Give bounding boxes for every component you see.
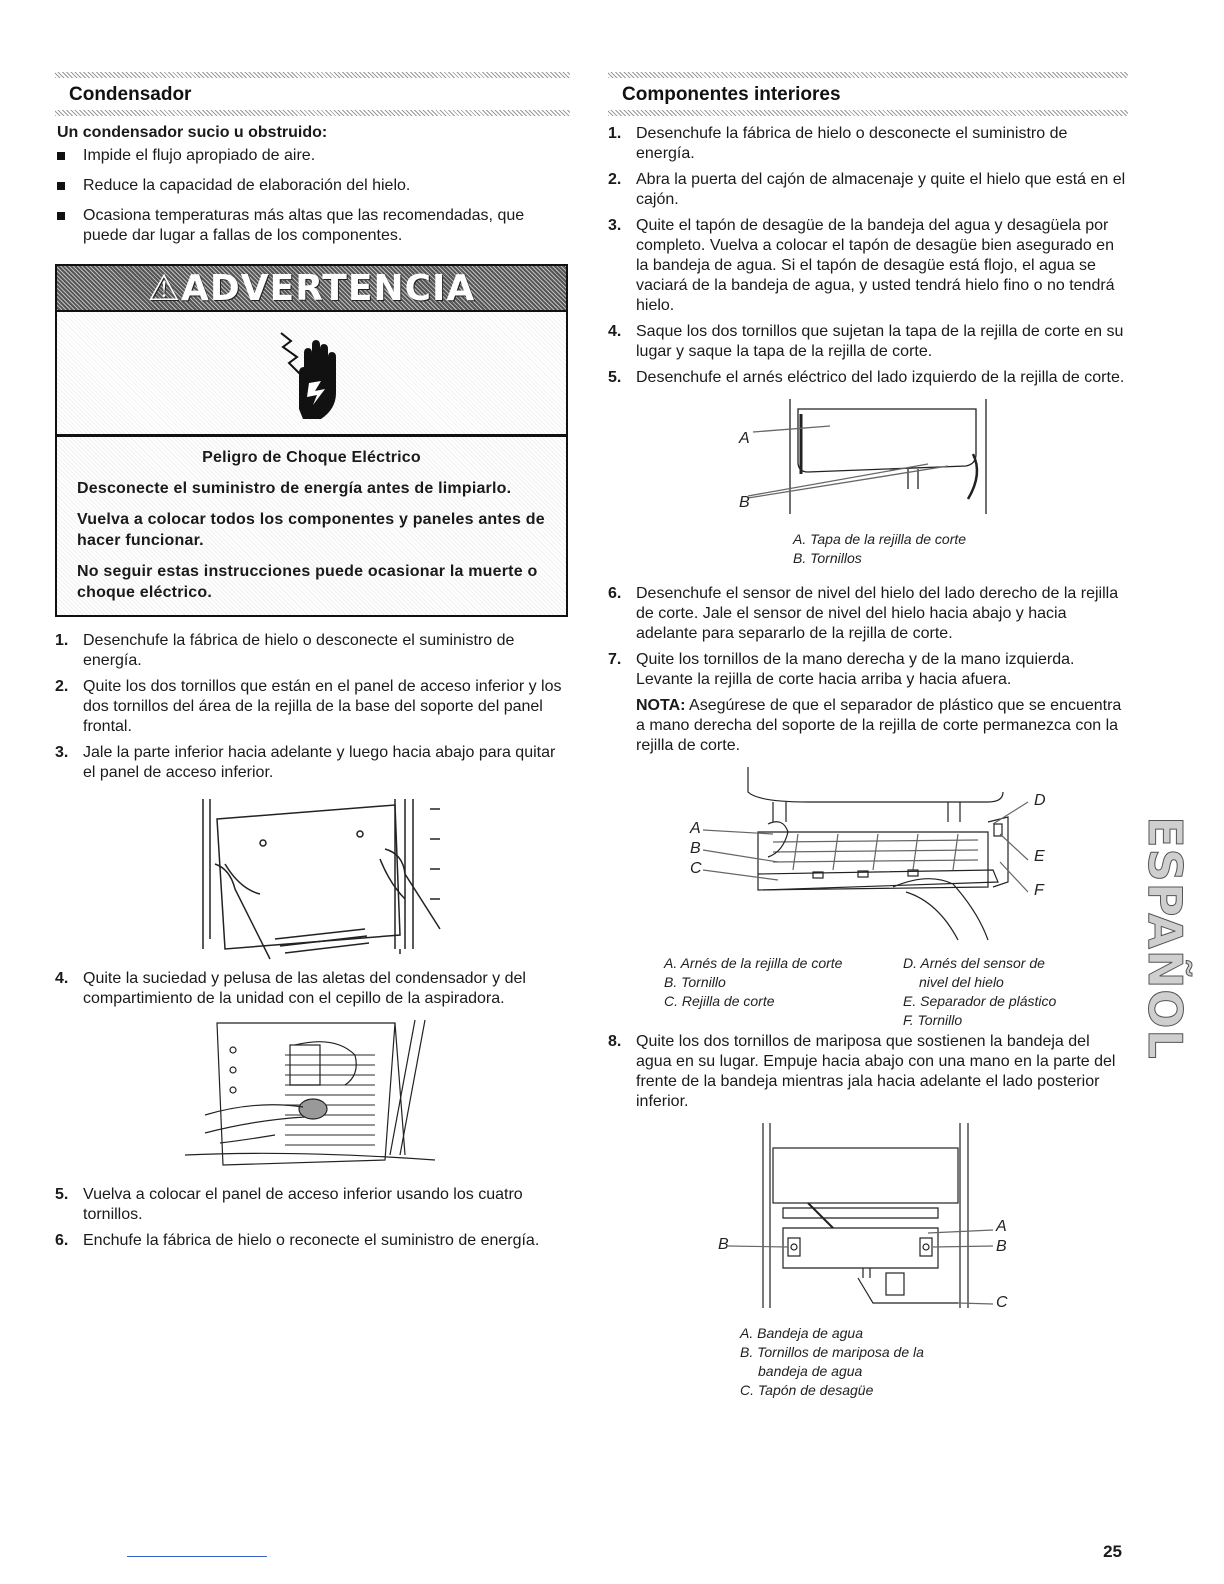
steps-list	[608, 1032, 1128, 1112]
callout-label-b: B	[690, 840, 701, 857]
figure-cutter-grid-cover	[608, 394, 1128, 584]
callout-label-b-right: B	[996, 1238, 1007, 1255]
callout-label-b: B	[739, 494, 750, 511]
callout-label-a: A	[690, 820, 701, 837]
step: 8. Quite los dos tornillos de mariposa que sostienen la bandeja del agua en su lugar. Empuje hacia abajo con una mano en la parte del frente de la bandeja mientras jala hacia adelante el lado posterior inferior.	[608, 1033, 1116, 1110]
language-side-tab	[1138, 816, 1192, 1060]
step: 6. Desenchufe el sensor de nivel del hielo del lado derecho de la rejilla de corte. Jale el sensor de nivel del hielo hacia abajo y hacia adelante para separarlo de la rejilla de corte.	[608, 585, 1119, 642]
warning-line: No seguir estas instrucciones puede ocasionar la muerte o choque eléctrico.	[77, 563, 538, 601]
subheading: Un condensador sucio u obstruido:	[57, 124, 328, 141]
header-rule-bottom	[608, 110, 1128, 116]
warning-messages	[57, 437, 566, 615]
right-column	[608, 72, 1128, 1398]
callout-label-b-left: B	[718, 1236, 729, 1253]
water-tray-illustration	[608, 1118, 1128, 1318]
section-header-componentes	[608, 72, 1128, 116]
footer-rule	[127, 1556, 267, 1557]
step: 3. Quite el tapón de desagüe de la bandeja del agua y desagüela por completo. Vuelva a colocar el tapón de desagüe bien asegurado en la bandeja de agua. Si el tapón de desagüe está flojo, el agua se vaciará de la bandeja de agua, y usted tendrá hielo fino o no tendrá hielo.	[608, 217, 1115, 314]
figure-caption: A. Bandeja de agua B. Tornillos de mariposa de la bandeja de agua C. Tapón de desagüe	[740, 1325, 924, 1398]
bullet-square-icon	[57, 212, 65, 220]
step: 7. Quite los tornillos de la mano derecha y de la mano izquierda. Levante la rejilla de corte hacia arriba y hacia afuera.	[608, 651, 1075, 688]
bullet-square-icon	[57, 182, 65, 190]
left-column	[55, 72, 570, 1257]
bullet-square-icon	[57, 152, 65, 160]
list-item: Reduce la capacidad de elaboración del hielo.	[55, 176, 570, 196]
header-rule-top	[55, 72, 570, 78]
section-title: Condensador	[69, 84, 192, 105]
steps-list	[55, 1185, 570, 1251]
steps-list	[55, 631, 570, 783]
side-tab-text: ESPAÑOL	[1138, 816, 1192, 1060]
figure-water-tray	[608, 1118, 1128, 1398]
cutter-grid-illustration	[608, 762, 1128, 942]
list-item: Ocasiona temperaturas más altas que las recomendadas, que puede dar lugar a fallas de los componentes.	[55, 206, 570, 246]
warning-box	[55, 264, 568, 617]
header-rule-bottom	[55, 110, 570, 116]
figure-caption-left: A. Arnés de la rejilla de corte B. Tornillo C. Rejilla de corte	[664, 955, 843, 1009]
figure-caption: A. Tapa de la rejilla de corte B. Tornillos	[793, 531, 967, 566]
condenser-cleaning-illustration	[55, 1015, 570, 1185]
callout-label-a: A	[739, 430, 750, 447]
warning-line: Desconecte el suministro de energía antes de limpiarlo.	[77, 480, 512, 497]
step: 2. Quite los dos tornillos que están en el panel de acceso inferior y los dos tornillos del área de la rejilla de la base del soporte del panel frontal.	[55, 678, 562, 735]
warning-icon-area	[57, 312, 566, 437]
steps-list	[608, 124, 1128, 388]
step: 6. Enchufe la fábrica de hielo o reconecte el suministro de energía.	[55, 1232, 540, 1249]
note: NOTA: Asegúrese de que el separador de plástico que se encuentra a mano derecha del soporte de la rejilla de corte permanezca con la rejilla de corte.	[636, 697, 1122, 754]
list-item: Impide el flujo apropiado de aire.	[55, 146, 570, 166]
callout-label-d: D	[1034, 792, 1046, 809]
callout-label-c: C	[996, 1294, 1008, 1311]
hazard-title: Peligro de Choque Eléctrico	[202, 449, 421, 466]
page-number: 25	[1103, 1542, 1122, 1561]
access-panel-illustration	[55, 789, 570, 969]
callout-label-c: C	[690, 860, 702, 877]
figure-caption-right: D. Arnés del sensor de nivel del hielo E. Separador de plástico F. Tornillo	[903, 955, 1057, 1028]
warning-line: Vuelva a colocar todos los componentes y paneles antes de hacer funcionar.	[77, 511, 545, 549]
section-title: Componentes interiores	[622, 84, 841, 105]
warning-banner	[57, 266, 566, 312]
figure-condenser-cleaning	[55, 1015, 570, 1185]
header-rule-top	[608, 72, 1128, 78]
step: 3. Jale la parte inferior hacia adelante y luego hacia abajo para quitar el panel de acceso inferior.	[55, 744, 556, 781]
cutter-grid-cover-illustration	[608, 394, 1128, 529]
bullet-list	[55, 146, 570, 246]
steps-list	[608, 584, 1128, 690]
figure-access-panel	[55, 789, 570, 969]
step: 4. Quite la suciedad y pelusa de las aletas del condensador y del compartimiento de la unidad con el cepillo de la aspiradora.	[55, 970, 526, 1007]
callout-label-a: A	[996, 1218, 1007, 1235]
step: 5. Vuelva a colocar el panel de acceso inferior usando los cuatro tornillos.	[55, 1186, 523, 1223]
callout-label-e: E	[1034, 848, 1045, 865]
step: 1. Desenchufe la fábrica de hielo o desconecte el suministro de energía.	[55, 632, 515, 669]
figure-cutter-grid	[608, 762, 1128, 1032]
step: 2. Abra la puerta del cajón de almacenaje y quite el hielo que está en el cajón.	[608, 171, 1126, 208]
warning-title: ⚠ADVERTENCIA	[147, 267, 476, 309]
warning-triangle-icon: ⚠	[147, 267, 181, 309]
callout-label-f: F	[1034, 882, 1044, 899]
section-header-condensador	[55, 72, 570, 116]
step: 4. Saque los dos tornillos que sujetan la tapa de la rejilla de corte en su lugar y saque la tapa de la rejilla de corte.	[608, 323, 1124, 360]
step: 1. Desenchufe la fábrica de hielo o desconecte el suministro de energía.	[608, 125, 1068, 162]
step: 5. Desenchufe el arnés eléctrico del lado izquierdo de la rejilla de corte.	[608, 369, 1125, 386]
electric-shock-hand-icon	[277, 323, 347, 423]
steps-list	[55, 969, 570, 1009]
